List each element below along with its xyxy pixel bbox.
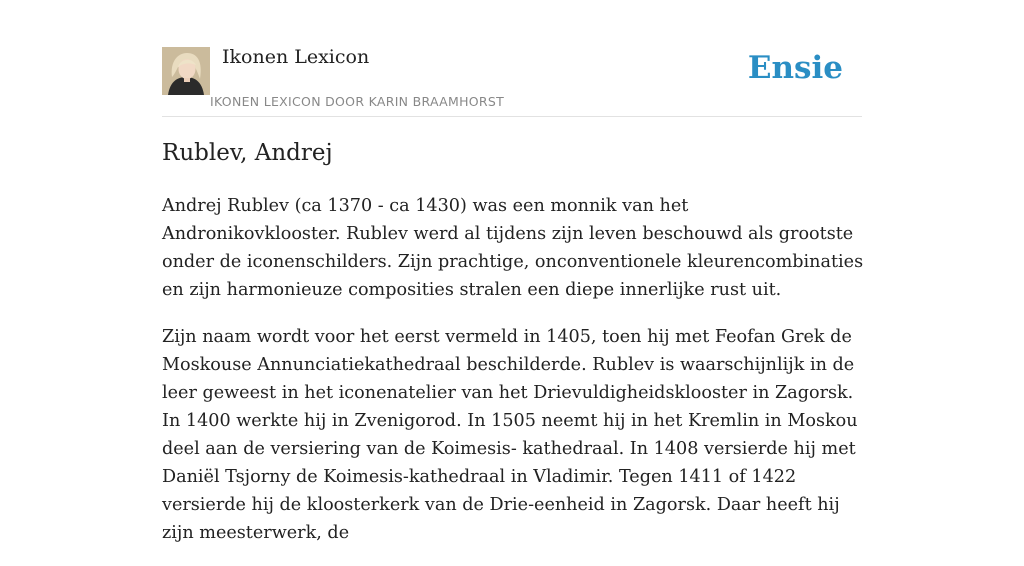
author-name[interactable]: Ikonen Lexicon <box>222 46 370 68</box>
article-title: Rublev, Andrej <box>162 140 333 166</box>
article-body <box>162 192 864 566</box>
author-subtitle[interactable]: IKONEN LEXICON DOOR KARIN BRAAMHORST <box>210 94 505 109</box>
article-paragraph: Zijn naam wordt voor het eerst vermeld in 1405, toen hij met Feofan Grek de Moskouse Annunciatiekathedraal beschilderde. Rublev is waarschijnlijk in de leer geweest in het iconenatelier van het Drievuldigheidsklooster in Zagorsk. In 1400 werkte hij in Zvenigorod. In 1505 neemt hij in het Kremlin in Moskou deel aan de versiering van de Koimesis- kathedraal. In 1408 versierde hij met Daniël Tsjorny de Koimesis-kathedraal in Vladimir. Tegen 1411 of 1422 versierde hij de kloosterkerk van de Drie-eenheid in Zagorsk. Daar heeft hij zijn meesterwerk, de <box>162 327 858 543</box>
author-avatar[interactable] <box>162 47 210 95</box>
article-paragraph: Andrej Rublev (ca 1370 - ca 1430) was een monnik van het Andronikovklooster. Rublev werd al tijdens zijn leven beschouwd als grootste onder de iconenschilders. Zijn prachtige, onconventionele kleurencombinaties en zijn harmonieuze composities stralen een diepe innerlijke rust uit. <box>162 196 864 300</box>
article-header <box>162 0 862 117</box>
avatar-portrait-image <box>162 47 210 95</box>
ensie-logo[interactable]: Ensie <box>747 50 843 86</box>
